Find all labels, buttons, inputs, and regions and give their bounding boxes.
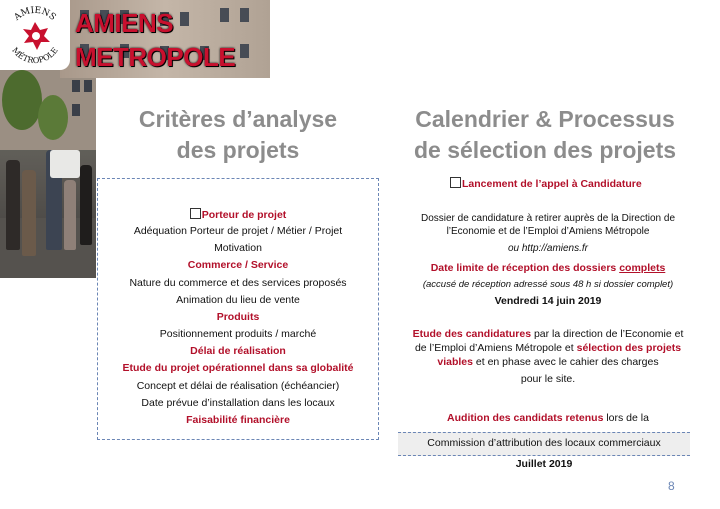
calendar-deadline-date: Vendredi 14 juin 2019: [494, 295, 602, 307]
calendar-etude-line4: pour le site.: [520, 373, 576, 385]
criteria-positionnement: Positionnement produits / marché: [159, 328, 317, 340]
brand-line-2: METROPOLE: [75, 42, 236, 72]
page-number: 8: [668, 479, 675, 493]
criteria-commerce: Commerce / Service: [187, 259, 289, 271]
heading-calendar-line1: Calendrier & Processus: [415, 106, 675, 132]
calendar-launch: Lancement de l’appel à Candidature: [450, 177, 642, 190]
calendar-etude-line3: viables et en phase avec le cahier des charges: [437, 356, 659, 368]
calendar-commission: Commission d’attribution des locaux commerciaux: [427, 437, 661, 449]
logo-mark-icon: [0, 0, 70, 70]
heading-calendar-line2: de sélection des projets: [413, 137, 677, 163]
calendar-dossier-line1: Dossier de candidature à retirer auprès de la Direction de: [420, 213, 676, 224]
heading-criteria-line2: des projets: [176, 137, 300, 163]
criteria-motivation: Motivation: [214, 242, 262, 254]
criteria-produits: Produits: [216, 311, 260, 323]
criteria-concept: Concept et délai de réalisation (échéancier): [136, 380, 340, 392]
criteria-animation: Animation du lieu de vente: [176, 294, 300, 306]
criteria-adequation: Adéquation Porteur de projet / Métier / Projet: [133, 225, 343, 237]
calendar-etude-line1: Etude des candidatures par la direction de l’Economie et: [412, 328, 684, 340]
calendar-note: (accusé de réception adressé sous 48 h si dossier complet): [422, 279, 674, 290]
calendar-etude-line2: de l’Emploi d’Amiens Métropole et sélection des projets: [414, 342, 682, 354]
heading-criteria-line1: Critères d’analyse: [138, 106, 338, 132]
checkbox-icon: [190, 208, 201, 219]
calendar-audition: Audition des candidats retenus lors de la: [447, 412, 649, 424]
heading-criteria: [118, 104, 358, 166]
brand-line-1: AMIENS: [75, 8, 174, 38]
checkbox-icon: [450, 177, 461, 188]
brand-title: [75, 6, 235, 74]
calendar-date-july: Juillet 2019: [515, 458, 573, 470]
calendar-dossier-line2: l’Economie et de l’Emploi d’Amiens Métropole: [446, 226, 650, 237]
svg-text:AMIENS: AMIENS: [12, 5, 58, 23]
calendar-site-link[interactable]: ou http://amiens.fr: [507, 243, 589, 254]
criteria-faisabilite: Faisabilité financière: [186, 414, 290, 426]
svg-text:MÉTROPOLE: MÉTROPOLE: [10, 45, 60, 66]
criteria-nature: Nature du commerce et des services proposés: [129, 277, 347, 289]
heading-calendar: [392, 104, 698, 166]
calendar-deadline: Date limite de réception des dossiers complets: [430, 262, 666, 274]
criteria-delai: Délai de réalisation: [190, 345, 286, 357]
criteria-etude: Etude du projet opérationnel dans sa globalité: [122, 362, 354, 374]
criteria-porteur: Porteur de projet: [97, 208, 379, 221]
amiens-metropole-logo: [0, 0, 70, 70]
criteria-date-prevue: Date prévue d’installation dans les locaux: [141, 397, 335, 409]
